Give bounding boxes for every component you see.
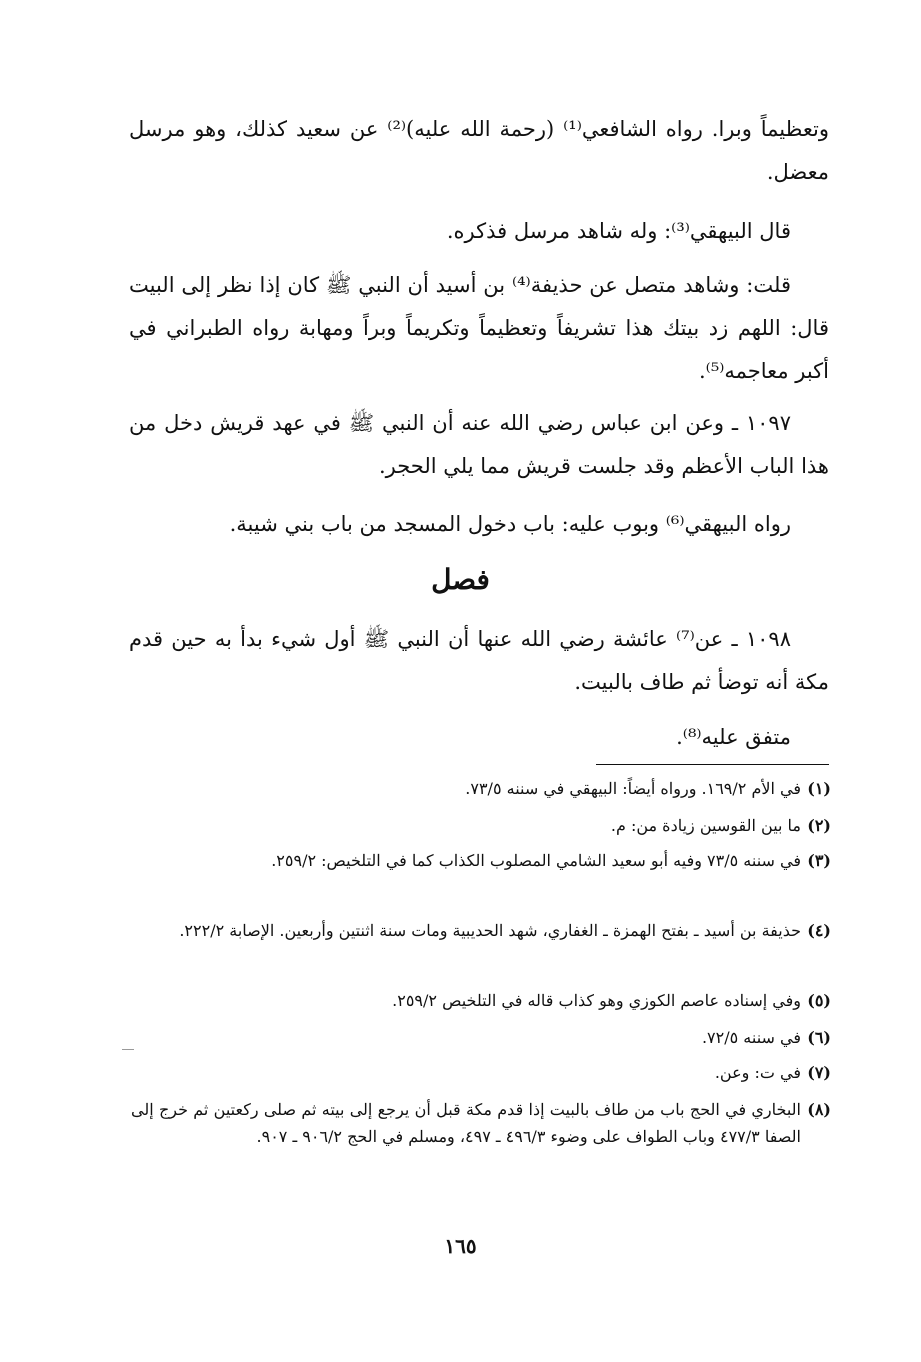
footnote-number: (٤) [807, 921, 831, 940]
footnote-text: البخاري في الحج باب من طاف بالبيت إذا قدم مكة قبل أن يرجع إلى بيته ثم صلى ركعتين ثم خرج إلى الصفا ٤٧٧/٣ وباب الطواف على وضوء ٤٩٦/٣ ـ ٤٩٧، ومسلم في الحج ٩٠٦/٢ ـ ٩٠٧. [131, 1100, 802, 1146]
section-heading: فصل [431, 563, 490, 596]
footnote-text: ما بين القوسين زيادة من: م. [610, 816, 801, 835]
footnote-text: في سننه ٧٣/٥ وفيه أبو سعيد الشامي المصلوب الكذاب كما في التلخيص: ٢٥٩/٢. [271, 851, 801, 870]
footnote-number: (٣) [807, 851, 831, 870]
paragraph-5: رواه البيهقي⁽⁶⁾ وبوب عليه: باب دخول المسجد من باب بني شيبة. [229, 512, 791, 536]
footnote-5 [131, 987, 831, 1014]
footnote-text: وفي إسناده عاصم الكوزي وهو كذاب قاله في التلخيص ٢٥٩/٢. [392, 991, 801, 1010]
footnote-number: (١) [807, 779, 831, 798]
paragraph-3: قلت: وشاهد متصل عن حذيفة⁽⁴⁾ بن أسيد أن النبي ﷺ كان إذا نظر إلى البيت قال: اللهم زد بيتك هذا تشريفاً وتعظيماً وتكريماً وبراً ومهابة رواه الطبراني في أكبر معاجمه⁽⁵⁾. [129, 273, 829, 383]
footnote-8 [131, 1096, 831, 1150]
page-number: ١٦٥ [444, 1234, 477, 1258]
margin-mark [122, 1049, 134, 1050]
paragraph-2: قال البيهقي⁽³⁾: وله شاهد مرسل فذكره. [446, 219, 791, 243]
footnote-separator [596, 764, 829, 765]
hadith-1097: ١٠٩٧ ـ وعن ابن عباس رضي الله عنه أن النبي ﷺ في عهد قريش دخل من هذا الباب الأعظم وقد جلست قريش مما يلي الحجر. [129, 411, 829, 478]
paragraph-1: وتعظيماً وبرا. رواه الشافعي⁽¹⁾ (رحمة الله عليه)⁽²⁾ عن سعيد كذلك، وهو مرسل معضل. [129, 117, 829, 184]
footnote-number: (٢) [807, 816, 831, 835]
footnote-4 [131, 917, 831, 944]
paragraph-agreed: متفق عليه⁽⁸⁾. [676, 725, 791, 749]
footnote-text: في سننه ٧٢/٥. [701, 1028, 801, 1047]
footnote-2 [131, 812, 831, 839]
footnote-number: (٧) [807, 1063, 831, 1082]
footnote-3 [131, 847, 831, 874]
footnote-number: (٥) [807, 991, 831, 1010]
footnote-7 [131, 1059, 831, 1086]
footnote-number: (٦) [807, 1028, 831, 1047]
footnote-6 [131, 1024, 831, 1051]
footnote-number: (٨) [807, 1100, 831, 1119]
footnote-1 [131, 775, 831, 802]
footnote-text: في الأم ١٦٩/٢. ورواه أيضاً: البيهقي في سننه ٧٣/٥. [465, 779, 801, 798]
footnote-text: في ت: وعن. [714, 1063, 801, 1082]
hadith-1098: ١٠٩٨ ـ عن⁽⁷⁾ عائشة رضي الله عنها أن النبي ﷺ أول شيء بدأ به حين قدم مكة أنه توضأ ثم طاف بالبيت. [129, 627, 829, 694]
footnote-text: حذيفة بن أسيد ـ بفتح الهمزة ـ الغفاري، شهد الحديبية ومات سنة اثنتين وأربعين. الإصابة ٢٢٢/٢. [179, 921, 801, 940]
